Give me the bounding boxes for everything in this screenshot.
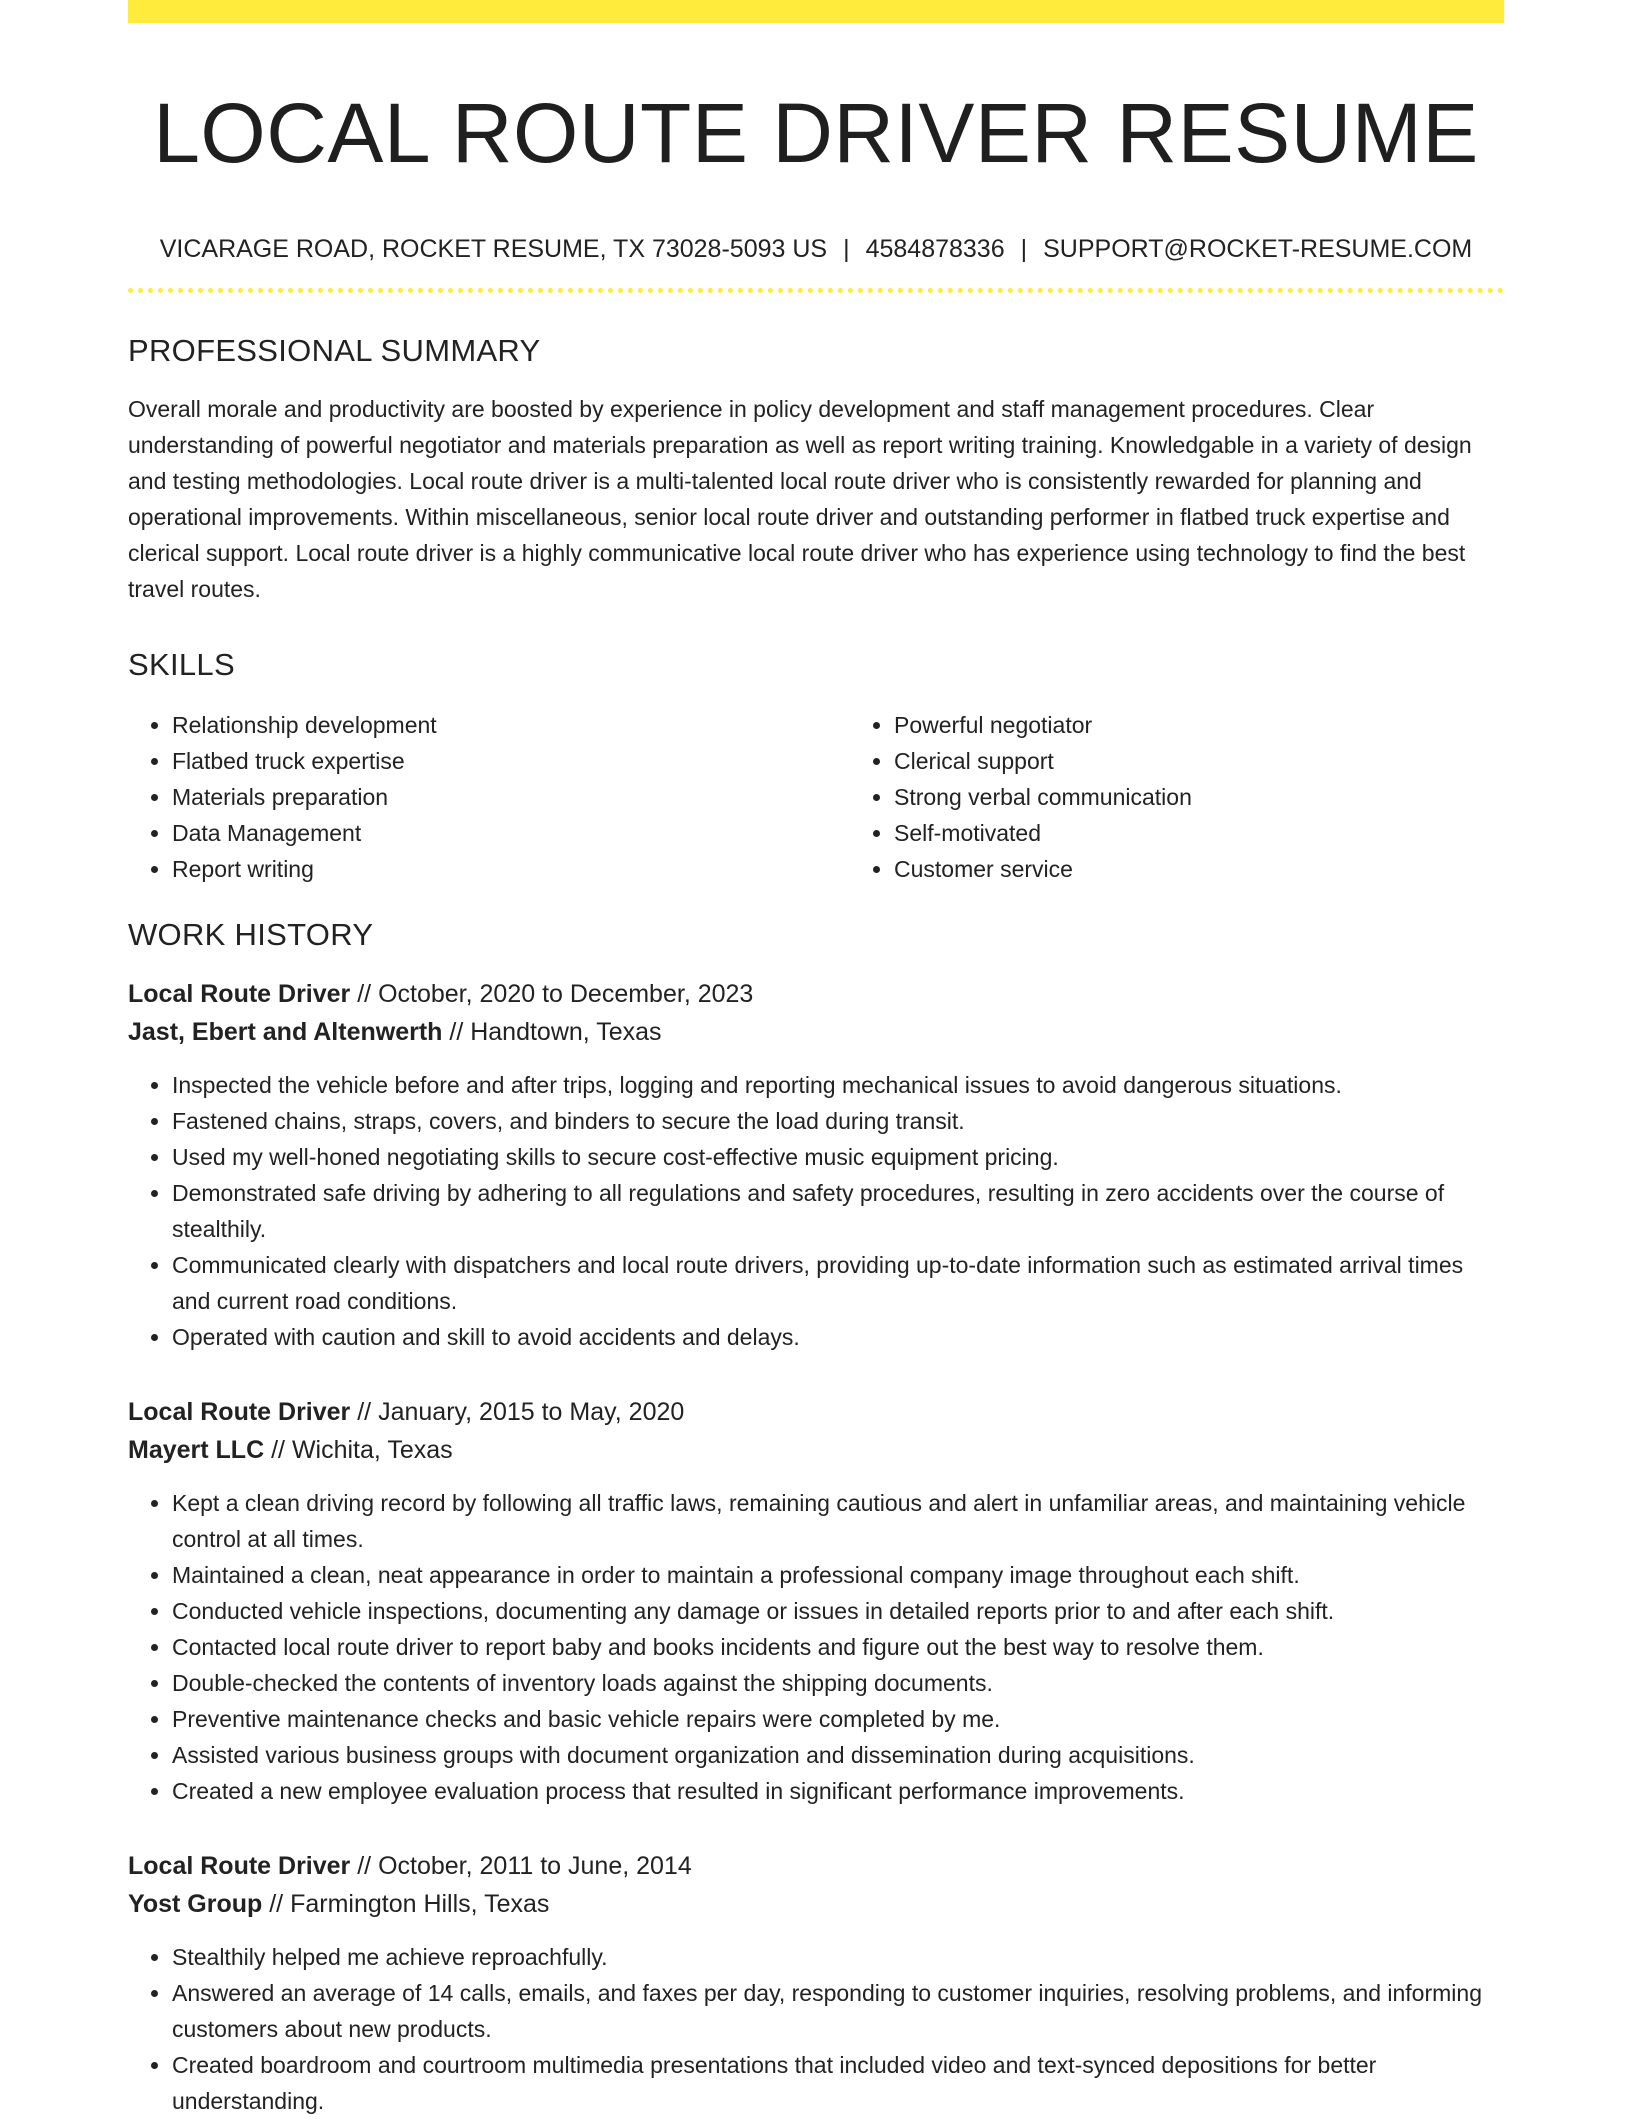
job-bullet: • Contacted local route driver to report baby and books incidents and figure out the best way to resolve them. — [172, 1629, 1504, 1665]
page-title: LOCAL ROUTE DRIVER RESUME — [153, 86, 1479, 180]
job-dates: October, 2011 to June, 2014 — [378, 1852, 692, 1880]
summary-text: Overall morale and productivity are boosted by experience in policy development and staff management procedures. Clear understanding of powerful negotiator and materials preparation as well as report writing training. Knowledgable in a variety of design and testing methodologies. Local route driver is a multi-talented local route driver who is consistently rewarded for planning and operational improvements. Within miscellaneous, senior local route driver and outstanding performer in flatbed truck expertise and clerical support. Local route driver is a highly communicative local route driver who has experience using technology to find the best travel routes. — [128, 396, 1472, 602]
top-accent-bar — [128, 0, 1504, 23]
work-history-heading: WORK HISTORY — [128, 917, 374, 952]
job-bullet: • Assisted various business groups with document organization and dissemination during acquisitions. — [172, 1737, 1504, 1773]
job-title: Local Route Driver — [128, 980, 351, 1008]
job-entry — [128, 975, 1504, 1355]
skill-item: • Strong verbal communication — [894, 779, 1504, 815]
job-bullet: • Created a new employee evaluation process that resulted in significant performance improvements. — [172, 1773, 1504, 1809]
skills-column-right — [850, 707, 1504, 887]
job-bullet: • Communicated clearly with dispatchers and local route drivers, providing up-to-date information such as estimated arrival times and current road conditions. — [172, 1247, 1504, 1319]
skill-item: • Materials preparation — [172, 779, 850, 815]
skills-column-left — [128, 707, 850, 887]
job-dates: October, 2020 to December, 2023 — [378, 980, 754, 1008]
job-bullet: • Used my well-honed negotiating skills to secure cost-effective music equipment pricing. — [172, 1139, 1504, 1175]
job-delimiter: // — [350, 1398, 379, 1426]
job-bullet: • Double-checked the contents of inventory loads against the shipping documents. — [172, 1665, 1504, 1701]
job-company-line — [128, 1431, 1504, 1469]
contact-email: SUPPORT@ROCKET-RESUME.COM — [1043, 235, 1473, 263]
job-bullet: • Answered an average of 14 calls, emails, and faxes per day, responding to customer inquiries, resolving problems, and informing customers about new products. — [172, 1975, 1504, 2047]
job-delimiter: // — [350, 1852, 379, 1880]
skills-heading: SKILLS — [128, 647, 235, 682]
job-company-line — [128, 1885, 1504, 1923]
skill-item: • Self-motivated — [894, 815, 1504, 851]
job-delimiter: // — [442, 1018, 471, 1046]
dotted-divider — [128, 288, 1504, 293]
job-bullets — [128, 1485, 1504, 1809]
contact-separator: | — [843, 235, 850, 263]
job-bullet: • Demonstrated safe driving by adhering to all regulations and safety procedures, resulting in zero accidents over the course of stealthily. — [172, 1175, 1504, 1247]
job-bullet: • Operated with caution and skill to avoid accidents and delays. — [172, 1319, 1504, 1355]
job-company-line — [128, 1013, 1504, 1051]
job-bullet: • Created boardroom and courtroom multimedia presentations that included video and text-synced depositions for better understanding. — [172, 2047, 1504, 2119]
job-location: Handtown, Texas — [470, 1018, 662, 1046]
job-bullet: • Fastened chains, straps, covers, and binders to secure the load during transit. — [172, 1103, 1504, 1139]
job-bullet: • Maintained a clean, neat appearance in order to maintain a professional company image throughout each shift. — [172, 1557, 1504, 1593]
job-bullets — [128, 1939, 1504, 2119]
job-delimiter: // — [350, 980, 379, 1008]
job-location: Farmington Hills, Texas — [290, 1890, 550, 1918]
job-title-line — [128, 975, 1504, 1013]
job-company: Mayert LLC — [128, 1436, 265, 1464]
job-bullet: • Inspected the vehicle before and after trips, logging and reporting mechanical issues to avoid dangerous situations. — [172, 1067, 1504, 1103]
skill-item: • Flatbed truck expertise — [172, 743, 850, 779]
skill-item: • Relationship development — [172, 707, 850, 743]
resume-page — [128, 0, 1504, 2119]
job-dates: January, 2015 to May, 2020 — [378, 1398, 685, 1426]
job-company: Yost Group — [128, 1890, 263, 1918]
job-title: Local Route Driver — [128, 1852, 351, 1880]
job-delimiter: // — [262, 1890, 291, 1918]
job-entry — [128, 1393, 1504, 1809]
job-delimiter: // — [264, 1436, 292, 1464]
job-bullet: • Conducted vehicle inspections, documenting any damage or issues in detailed reports prior to and after each shift. — [172, 1593, 1504, 1629]
job-company: Jast, Ebert and Altenwerth — [128, 1018, 443, 1046]
contact-line — [128, 233, 1504, 265]
skill-item: • Clerical support — [894, 743, 1504, 779]
contact-phone: 4584878336 — [865, 235, 1005, 263]
job-bullet: • Stealthily helped me achieve reproachfully. — [172, 1939, 1504, 1975]
work-history-list — [128, 975, 1504, 2119]
job-bullet: • Kept a clean driving record by following all traffic laws, remaining cautious and alert in unfamiliar areas, and maintaining vehicle control at all times. — [172, 1485, 1504, 1557]
skill-item: • Data Management — [172, 815, 850, 851]
job-entry — [128, 1847, 1504, 2119]
job-bullet: • Preventive maintenance checks and basic vehicle repairs were completed by me. — [172, 1701, 1504, 1737]
job-title: Local Route Driver — [128, 1398, 351, 1426]
skill-item: • Powerful negotiator — [894, 707, 1504, 743]
job-title-line — [128, 1847, 1504, 1885]
skills-list — [128, 707, 1504, 887]
contact-separator: | — [1020, 235, 1028, 263]
skill-item: • Customer service — [894, 851, 1504, 887]
job-bullets — [128, 1067, 1504, 1355]
job-location: Wichita, Texas — [291, 1436, 453, 1464]
job-title-line — [128, 1393, 1504, 1431]
summary-heading: PROFESSIONAL SUMMARY — [128, 333, 541, 368]
contact-address: VICARAGE ROAD, ROCKET RESUME, TX 73028-5093 US — [159, 235, 828, 263]
skill-item: • Report writing — [172, 851, 850, 887]
